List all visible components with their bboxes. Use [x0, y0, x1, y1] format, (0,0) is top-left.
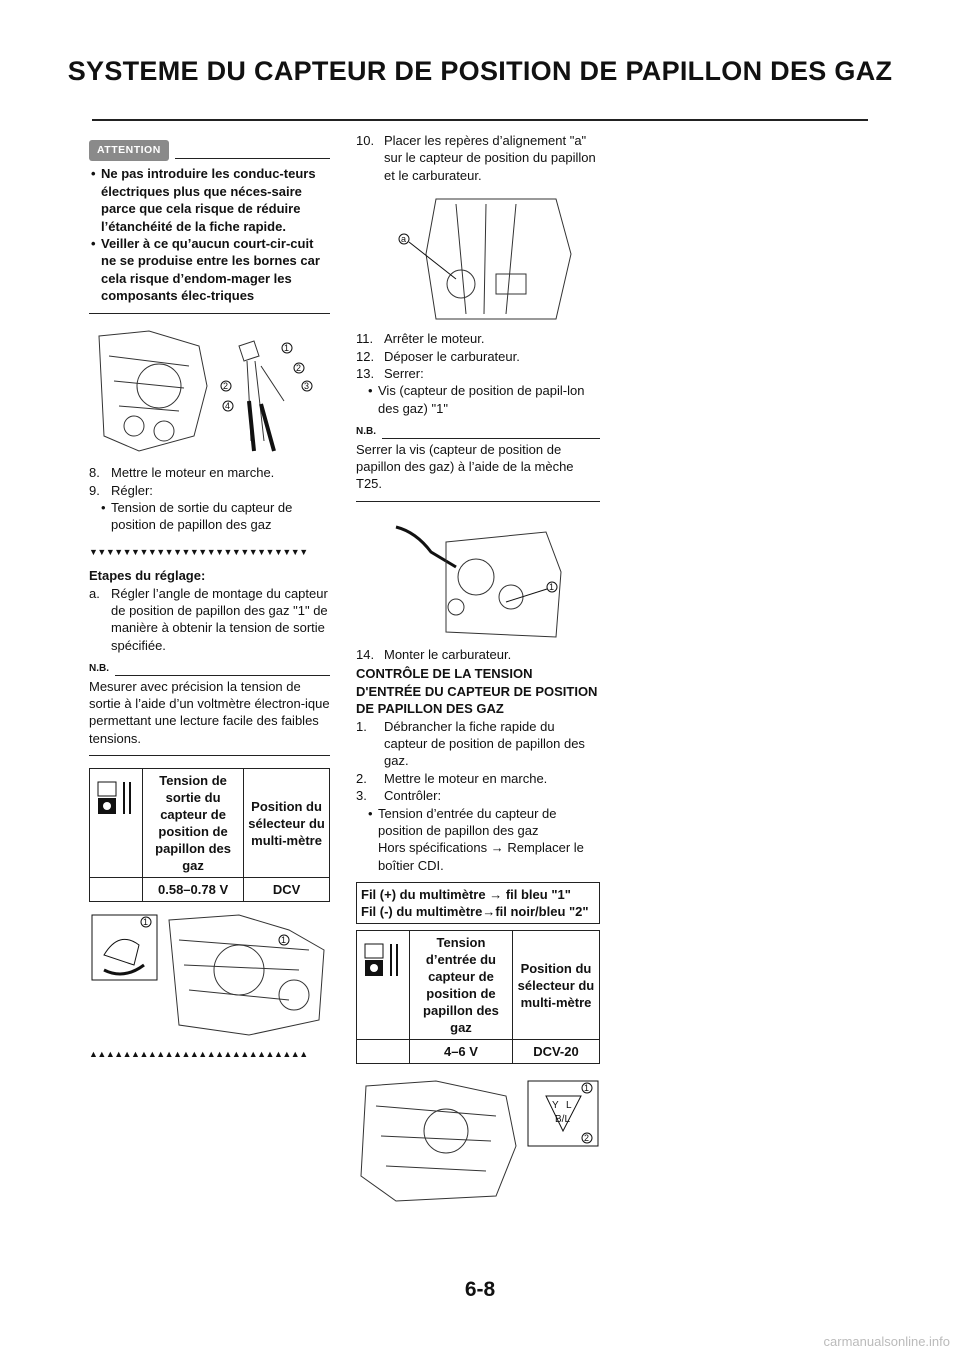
callout: 4	[225, 401, 231, 412]
pin-label: L	[566, 1100, 572, 1112]
spec-value-voltage: 0.58–0.78 V	[143, 878, 244, 902]
step-10: 10. Placer les repères d’alignement "a" sur le capteur de position du papillon et le carburateur.	[356, 133, 596, 183]
callout: a	[401, 234, 407, 245]
callout: 1	[281, 935, 287, 946]
callout: 1	[549, 581, 555, 592]
page-title: SYSTEME DU CAPTEUR DE POSITION DE PAPILLON DES GAZ	[67, 56, 893, 86]
attention-item: • Veiller à ce qu’aucun court-cir-cuit ne se produise entre les bornes car cela risque d’endom-mager les composants élec-triques	[89, 235, 330, 305]
check-step-1: 1. Débrancher la fiche rapide du capteur de position de papillon des gaz.	[356, 718, 585, 769]
figure-connector-probes	[89, 326, 330, 454]
spec-table-output	[89, 768, 330, 902]
pin-label: B/L	[555, 1114, 571, 1126]
triangles-down: ▼▼▼▼▼▼▼▼▼▼▼▼▼▼▼▼▼▼▼▼▼▼▼▼▼▼	[89, 546, 308, 557]
figure-sensor-screw	[356, 512, 600, 642]
divider	[356, 501, 600, 502]
figure-alignment-marks	[356, 194, 600, 324]
adjust-title: Etapes du réglage:	[89, 568, 206, 584]
spec-header-voltage: Tension d’entrée du capteur de position de papillon des gaz	[410, 931, 513, 1040]
attention-list	[89, 165, 330, 304]
check-step-2: 2. Mettre le moteur en marche.	[356, 770, 548, 786]
spec-value-position: DCV	[244, 878, 330, 902]
check-step-3-note: Hors spécifications → Remplacer le boîtier CDI.	[378, 840, 584, 873]
spec-value-position: DCV-20	[512, 1040, 599, 1064]
figure-connector-wiring	[356, 1076, 600, 1204]
attention-badge: ATTENTION	[89, 140, 169, 161]
check-step-3-bullet: • Tension d’entrée du capteur de position de papillon des gaz	[368, 805, 557, 838]
step-12: 12. Déposer le carburateur.	[356, 348, 520, 364]
spec-header-position: Position du sélecteur du multi-mètre	[244, 769, 330, 878]
step-13-bullet: • Vis (capteur de position de papil-lon des gaz) "1"	[368, 383, 585, 416]
step-9: 9. Régler:	[89, 482, 153, 498]
spec-table-input	[356, 930, 600, 1064]
page-number: 6-8	[464, 1278, 496, 1301]
wiring-line-1: Fil (+) du multimètre → fil bleu "1"	[361, 887, 571, 903]
step-11: 11. Arrêter le moteur.	[356, 331, 485, 347]
figure-sensor-adjust	[89, 910, 330, 1040]
wiring-line-2: Fil (-) du multimètre→fil noir/bleu "2"	[361, 904, 589, 920]
attention-header	[89, 140, 330, 161]
callout: 2	[223, 381, 229, 392]
divider	[89, 313, 330, 315]
divider	[89, 755, 330, 756]
callout: 1	[284, 343, 290, 354]
callout: 2	[296, 363, 302, 374]
callout: 1	[584, 1083, 590, 1094]
nb-header: N.B.	[89, 660, 330, 677]
section-title: CONTRÔLE DE LA TENSION D'ENTRÉE DU CAPTEUR DE POSITION DE PAPILLON DES GAZ	[356, 666, 598, 717]
triangles-up: ▲▲▲▲▲▲▲▲▲▲▲▲▲▲▲▲▲▲▲▲▲▲▲▲▲▲	[89, 1049, 308, 1060]
pin-label: Y	[552, 1100, 559, 1112]
right-column	[356, 132, 600, 1204]
callout: 2	[584, 1133, 590, 1144]
multimeter-icon	[90, 769, 143, 878]
attention-item: • Ne pas introduire les conduc-teurs électriques plus que néces-saire parce que cela risque de réduire l’étanchéité de la fiche rapide.	[89, 165, 330, 235]
title-rule	[92, 119, 868, 121]
multimeter-icon	[357, 931, 410, 1040]
watermark: carmanualsonline.info	[823, 1334, 950, 1349]
wiring-box	[356, 882, 600, 924]
spec-value-voltage: 4–6 V	[410, 1040, 513, 1064]
nb-text: Serrer la vis (capteur de position de papillon des gaz) à l’aide de la mèche T25.	[356, 441, 574, 492]
spec-header-voltage: Tension de sortie du capteur de position de papillon des gaz	[143, 769, 244, 878]
nb-header: N.B.	[356, 423, 600, 440]
adjust-step-a: a. Régler l’angle de montage du capteur de position de papillon des gaz "1" de manière à obtenir la tension de sortie spécifiée.	[89, 585, 328, 653]
check-step-3: 3. Contrôler:	[356, 788, 442, 804]
nb-text: Mesurer avec précision la tension de sortie à l’aide d’un voltmètre électron-ique permettant une lecture facile des faibles tensions.	[89, 678, 330, 746]
spec-header-position: Position du sélecteur du multi-mètre	[512, 931, 599, 1040]
left-column	[89, 140, 330, 1070]
step-9-bullet: • Tension de sortie du capteur de position de papillon des gaz	[101, 499, 293, 533]
callout: 3	[304, 381, 310, 392]
step-14: 14. Monter le carburateur.	[356, 646, 512, 662]
step-8: 8. Mettre le moteur en marche.	[89, 465, 275, 481]
callout: 1	[143, 917, 149, 928]
step-13: 13. Serrer:	[356, 366, 424, 382]
